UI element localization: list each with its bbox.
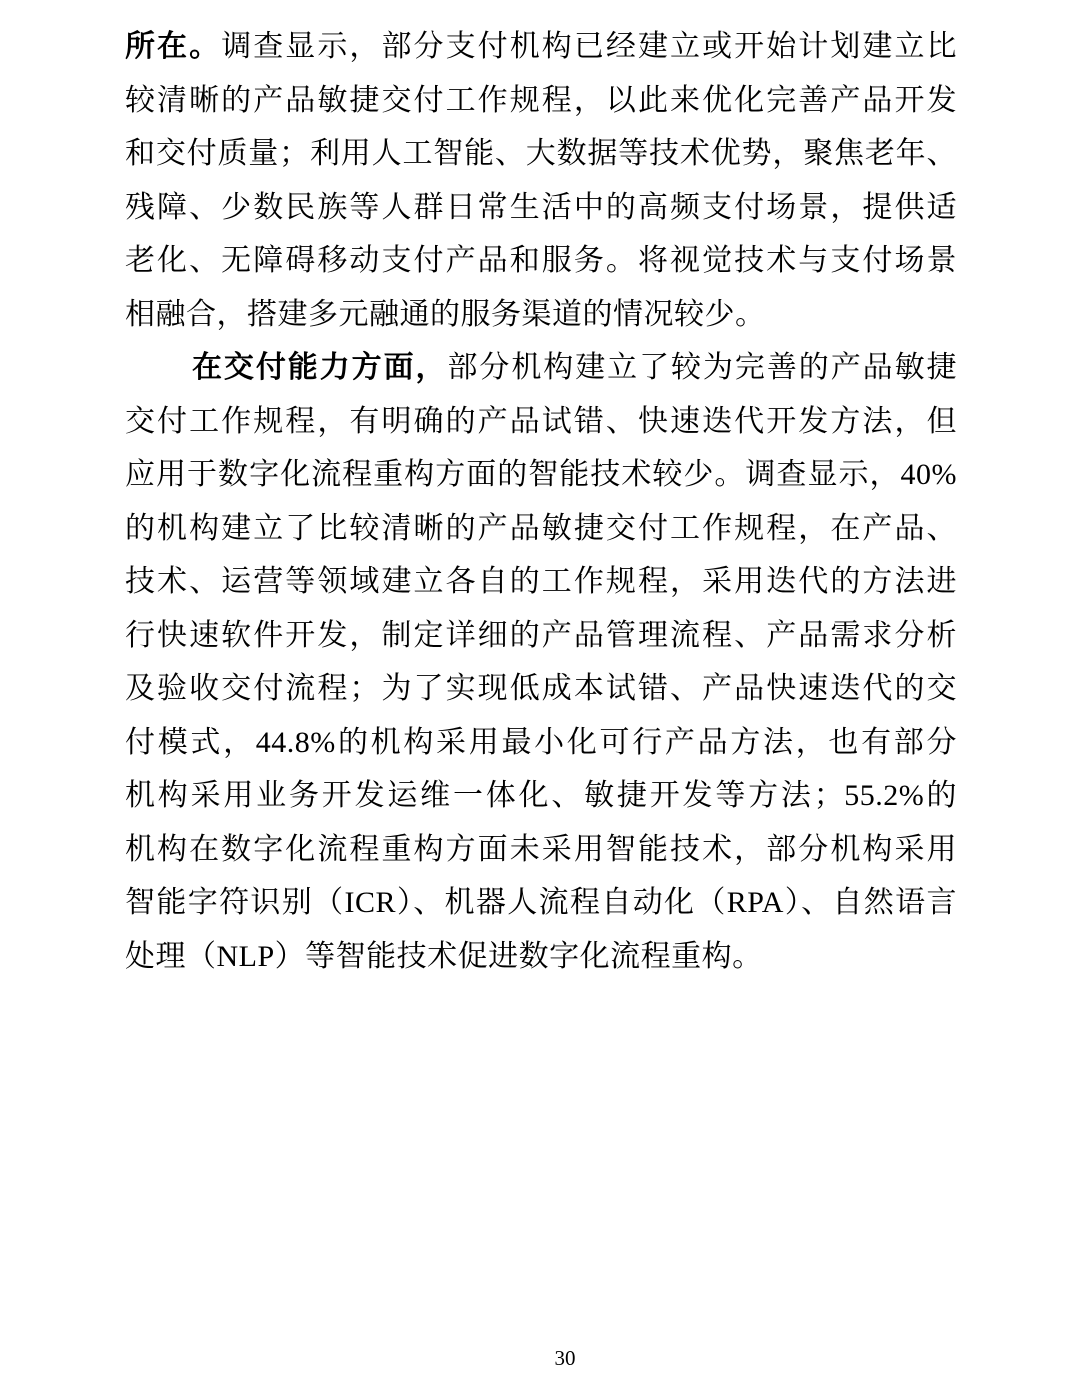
text-segment: 机构采用业务开发运维一体化、敏捷开发等方法；55.2%的: [125, 779, 957, 812]
text-line: [125, 716, 957, 770]
text-segment: 处理（NLP）等智能技术促进数字化流程重构。: [125, 939, 763, 973]
text-line: [125, 20, 957, 74]
text-line: [125, 288, 957, 342]
text-segment: 的机构建立了比较清晰的产品敏捷交付工作规程，在产品、: [125, 511, 957, 545]
page-number: 30: [554, 1346, 576, 1370]
text-line: [125, 448, 957, 502]
text-line: [125, 502, 957, 556]
text-segment: 及验收交付流程；为了实现低成本试错、产品快速迭代的交: [125, 672, 957, 705]
text-segment: 老化、无障碍移动支付产品和服务。将视觉技术与支付场景: [125, 244, 957, 277]
text-line: [125, 662, 957, 716]
bold-text-segment: 所在。: [125, 30, 222, 63]
text-line: [125, 234, 957, 288]
text-line: [125, 181, 957, 235]
text-line: [125, 555, 957, 609]
text-line: [125, 74, 957, 128]
text-segment: 较清晰的产品敏捷交付工作规程，以此来优化完善产品开发: [125, 83, 957, 117]
text-segment: 智能字符识别（ICR）、机器人流程自动化（RPA）、自然语言: [125, 886, 957, 919]
document-text-block: [125, 20, 957, 983]
text-segment: 残障、少数民族等人群日常生活中的高频支付场景，提供适: [125, 190, 957, 224]
text-segment: 交付工作规程，有明确的产品试错、快速迭代开发方法，但: [125, 404, 957, 438]
text-line: [125, 127, 957, 181]
text-line: [125, 395, 957, 449]
text-line: [125, 876, 957, 930]
text-segment: 调查显示，部分支付机构已经建立或开始计划建立比: [221, 30, 958, 63]
text-segment: 技术、运营等领域建立各自的工作规程，采用迭代的方法进: [125, 565, 957, 598]
text-segment: 行快速软件开发，制定详细的产品管理流程、产品需求分析: [125, 618, 957, 652]
text-line: [125, 823, 957, 877]
text-segment: 付模式，44.8%的机构采用最小化可行产品方法，也有部分: [125, 725, 957, 759]
text-line: [125, 609, 957, 663]
text-segment: 应用于数字化流程重构方面的智能技术较少。调查显示，40%: [125, 458, 957, 491]
text-line: [125, 341, 957, 395]
bold-text-segment: 在交付能力方面，: [192, 351, 448, 384]
text-line: [125, 930, 957, 984]
text-segment: 和交付质量；利用人工智能、大数据等技术优势，聚焦老年、: [125, 137, 957, 170]
text-segment: 机构在数字化流程重构方面未采用智能技术，部分机构采用: [125, 832, 957, 866]
text-line: [125, 769, 957, 823]
text-segment: 相融合，搭建多元融通的服务渠道的情况较少。: [125, 297, 766, 331]
text-segment: 部分机构建立了较为完善的产品敏捷: [447, 351, 958, 384]
